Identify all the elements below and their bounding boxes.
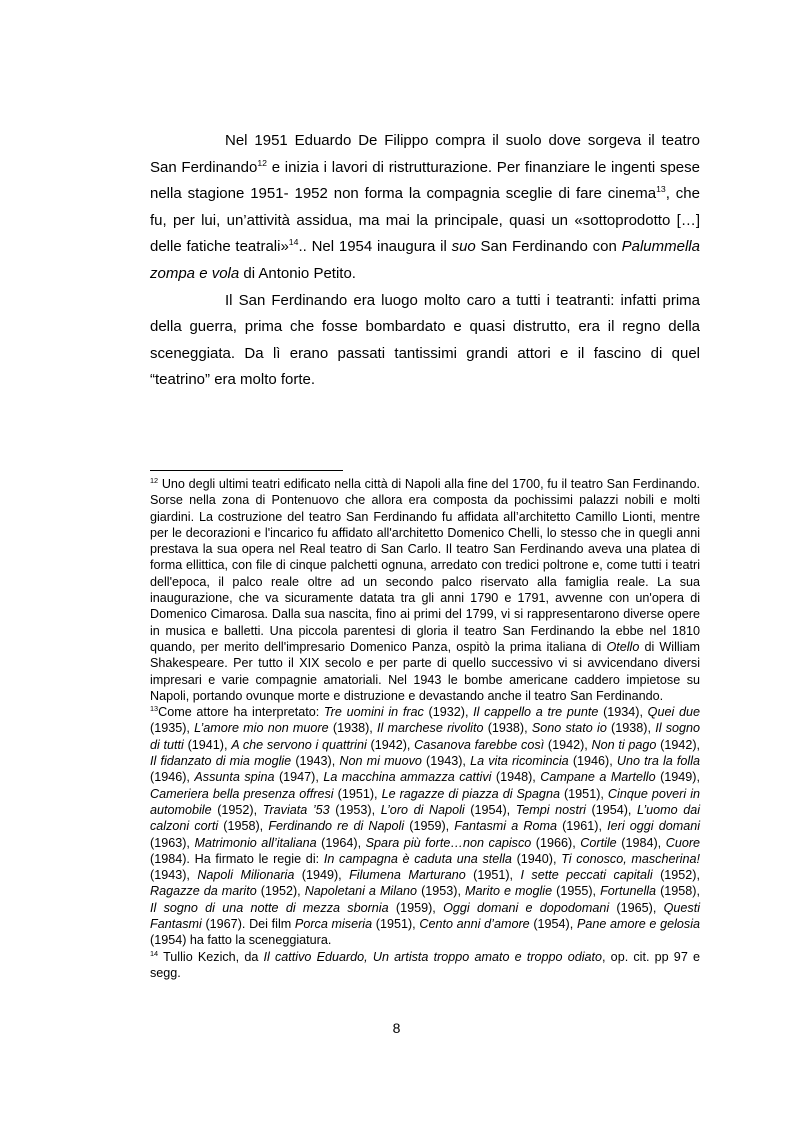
footnote-text: Come attore ha interpretato: (158, 705, 324, 720)
film-title: Fantasmi a Roma (454, 819, 557, 834)
footnote-text: (1964), (316, 835, 366, 850)
footnote-text: (1965), (609, 900, 664, 915)
film-title: Non ti pago (591, 737, 657, 752)
footnote-text: (1938), (483, 721, 532, 736)
footnote-text: (1961), (556, 819, 608, 834)
footnote-number: 13 (150, 703, 159, 713)
film-title: Assunta spina (194, 770, 275, 785)
film-title: Il sogno di una notte di mezza sbornia (150, 900, 389, 915)
footnote-text: (1966), (531, 835, 581, 850)
film-title: Il fidanzato di mia moglie (150, 754, 292, 769)
film-title: Pane amore e gelosia (576, 917, 701, 932)
film-title: Napoletani a Milano (304, 884, 418, 899)
footnote-text: (1942), (656, 737, 701, 752)
footnote-text: (1967). Dei film (201, 917, 295, 932)
film-title: Cinque poveri in automobile (150, 786, 700, 817)
footnote-text: (1949), (655, 770, 700, 785)
footnote-text: (1955), (552, 884, 601, 899)
footnote-text: (1984). Ha firmato le regie di: (150, 851, 324, 866)
footnote-text: (1951), (465, 868, 521, 883)
footnote-text: (1951), (559, 786, 608, 801)
footnote-text: (1952), (211, 802, 263, 817)
footnote-number: 14 (150, 948, 159, 958)
film-title: Il cappello a tre punte (473, 705, 599, 720)
footnote-text: (1963), (150, 835, 195, 850)
footnote-text: (1946), (568, 754, 617, 769)
film-title: Ti conosco, mascherina! (561, 851, 700, 866)
film-title: Porca miseria (294, 917, 373, 932)
film-title: Marito e moglie (464, 884, 553, 899)
body-text (150, 128, 700, 394)
footnote-text: (1943), (421, 754, 471, 769)
film-title: Il sogno di tutti (150, 721, 701, 752)
footnote-text: (1951), (372, 917, 420, 932)
film-title: La macchina ammazza cattivi (323, 770, 492, 785)
film-title: La vita ricomincia (470, 754, 569, 769)
film-title: Campane a Martello (540, 770, 656, 785)
footnote-text: (1943), (150, 868, 198, 883)
footnote-text: (1942), (544, 737, 592, 752)
footnote-text: (1984), (616, 835, 666, 850)
footnote-text: (1949), (294, 868, 350, 883)
footnote-number: 12 (150, 475, 159, 485)
film-title: Oggi domani e dopodomani (443, 900, 610, 915)
film-title: Il marchese rivolito (377, 721, 484, 736)
paragraph-1: Nel 1951 Eduardo De Filippo compra il suolo dove sorgeva il teatro San Ferdinando$^{12}$ e inizia i lavori di ristrutturazione. Per finanziare le ingenti spese nella stagione 1951- 1952 non forma la compagnia sceglie di fare cinema$^{13}$, che fu, per lui, un’attività assidua, ma mai la principale, quasi un «sottoprodotto […] delle fatiche teatrali»$^{14}$.. Nel 1954 inaugura il suo San Ferdinando con Palummella zompa e vola di Antonio Petito. (150, 132, 700, 282)
footnote-text: (1942), (366, 737, 415, 752)
footnote-text: (1940), (511, 851, 562, 866)
film-title: Fortunella (600, 884, 657, 899)
film-title: Ieri oggi domani (607, 819, 700, 834)
film-title: Spara più forte…non capisco (365, 835, 532, 850)
film-title: Cuore (665, 835, 701, 850)
film-title: I sette peccati capitali (520, 868, 653, 883)
film-title: Non mi muovo (339, 754, 422, 769)
footnote-text: (1954), (585, 802, 638, 817)
film-title: Cortile (580, 835, 617, 850)
footnote-text: (1958), (218, 819, 269, 834)
film-title: Le ragazze di piazza di Spagna (381, 786, 560, 801)
footnote-text: (1952), (652, 868, 700, 883)
footnote-ref-14[interactable]: 14 (288, 237, 299, 248)
film-title: Ferdinando re di Napoli (268, 819, 405, 834)
footnote-ref-12[interactable]: 12 (257, 157, 267, 168)
footnote-text: (1959), (388, 900, 444, 915)
footnote-text: (1954), (464, 802, 516, 817)
film-title: Sono stato io (531, 721, 607, 736)
film-title: Napoli Milionaria (197, 868, 295, 883)
film-title: Cameriera bella presenza offresi (150, 786, 334, 801)
footnote-text: (1948), (491, 770, 541, 785)
footnote-14: $^{14}$ Tullio Kezich, da Il cattivo Eduardo, Un artista troppo amato e troppo odiato, op. cit. pp 97 e segg. (150, 948, 700, 980)
film-title: Filumena Marturano (349, 868, 466, 883)
film-title: Cento anni d’amore (419, 917, 530, 932)
film-title: Tre uomini in frac (323, 705, 424, 720)
footnote-separator (150, 470, 343, 471)
footnote-text: (1951), (333, 786, 382, 801)
footnote-text: (1952), (256, 884, 305, 899)
footnote-ref-13[interactable]: 13 (656, 184, 666, 195)
page-number: 8 (392, 1020, 401, 1036)
footnote-text: (1954), (529, 917, 577, 932)
footnotes (150, 476, 700, 981)
film-title: L’uomo dai calzoni corti (150, 802, 701, 834)
film-title: Matrimonio all’italiana (194, 835, 317, 850)
film-title: Casanova farebbe così (414, 737, 545, 752)
film-title: L’oro di Napoli (380, 802, 465, 817)
footnote-text: (1953), (329, 802, 381, 817)
film-title: Questi Fantasmi (150, 900, 701, 932)
film-title: Tempi nostri (515, 802, 586, 817)
film-title: In campagna è caduta una stella (323, 851, 512, 866)
film-title: L’amore mio non muore (194, 721, 329, 736)
footnote-text: (1947), (274, 770, 324, 785)
footnote-text: (1938), (328, 721, 378, 736)
film-title: Traviata ’53 (262, 802, 330, 817)
footnote-text: (1958), (656, 884, 700, 899)
footnote-text: (1946), (150, 770, 195, 785)
footnote-text: (1954) ha fatto la sceneggiatura. (150, 933, 332, 948)
film-title: Uno tra la folla (616, 754, 701, 769)
footnote-text: (1959), (404, 819, 455, 834)
footnote-text: (1932), (423, 705, 474, 720)
footnote-text: (1941), (183, 737, 232, 752)
footnote-text: (1935), (150, 721, 195, 736)
film-title: Quei due (647, 705, 700, 720)
footnote-text: (1938), (606, 721, 656, 736)
film-title: Ragazze da marito (150, 884, 257, 899)
footnote-text: (1953), (417, 884, 465, 899)
paragraph-2: Il San Ferdinando era luogo molto caro a tutti i teatranti: infatti prima della guerra, prima che fosse bombardato e quasi distrutto, era il regno della sceneggiata. Da lì erano passati tantissimi grandi attori e il fascino di quel “teatrino” era molto forte. (150, 291, 700, 389)
footnote-12: $^{12}$ Uno degli ultimi teatri edificato nella città di Napoli alla fine del 1700, fu il teatro San Ferdinando. Sorse nella zona di Pontenuovo che allora era composta da pochissimi palazzi nobili e molti giardini. La costruzione del teatro San Ferdinando fu affidata all’architetto Camillo Lionti, mentre per le decorazioni e l'incarico fu affidato all'architetto Domenico Chelli, lo stesso che in quegli anni prestava la sua opera nel Real teatro di San Carlo. Il teatro San Ferdinando aveva una platea di forma ellittica, con file di cinque palchetti ognuna, arredato con tredici poltrone e, come tutti i teatri dell'epoca, il palco reale oltre ad un secondo palco riservato alla famiglia reale. La sua inaugurazione, che va sicuramente datata tra gli anni 1790 e 1791, avvenne con un'opera di Domenico Cimarosa. Dalla sua nascita, fino ai primi del 1799, vi si rappresentarono diverse opere in musica e balletti. Una piccola parentesi di gloria il teatro San Ferdinando la ebbe nel 1810 quando, per merito dell'impresario Domenico Panza, ospitò la prima italiana di Otello di William Shakespeare. Per tutto il XIX secolo e per parte di quello successivo vi si avvicendano diversi impresari e varie compagnie amatoriali. Nel 1943 le bombe americane caddero impietose su Napoli, portando ovunque morte e distruzione e devastando anche il teatro San Ferdinando. (150, 475, 700, 703)
footnote-13 (150, 704, 700, 948)
footnote-text: (1943), (291, 754, 340, 769)
film-title: A che servono i quattrini (231, 737, 367, 752)
footnote-text: (1934), (598, 705, 648, 720)
